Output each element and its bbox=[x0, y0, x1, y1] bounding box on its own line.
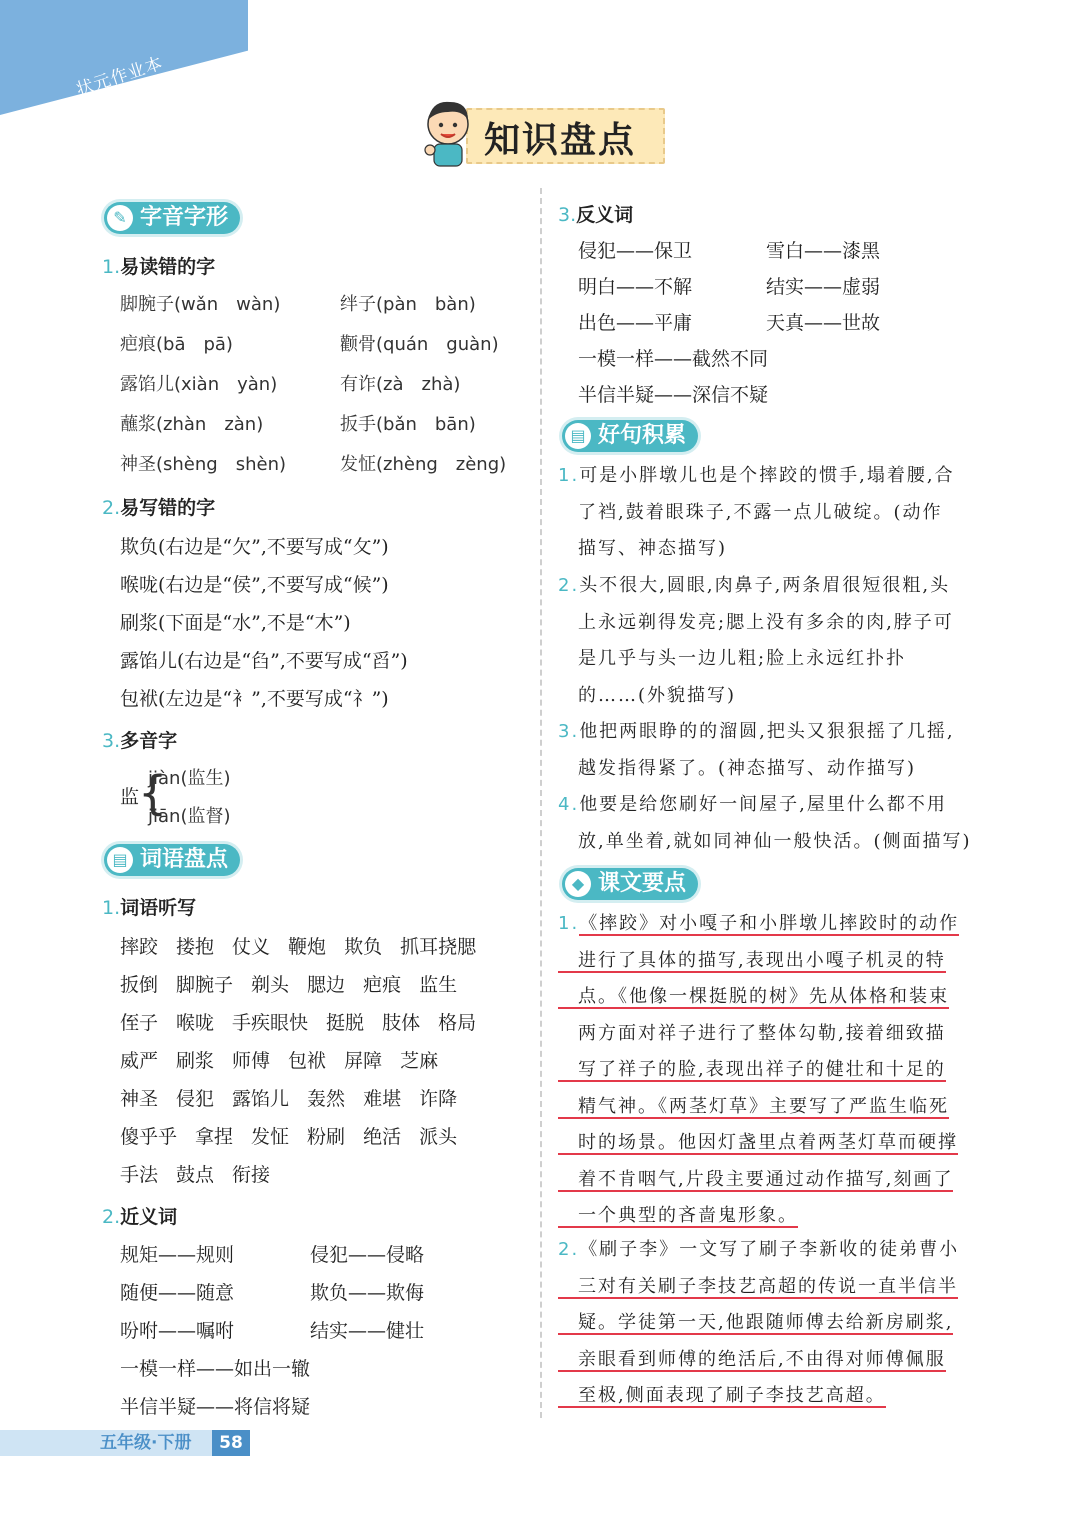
grade-label: 五年级·下册 bbox=[100, 1433, 192, 1453]
polyphone-reading: jiān(监督) bbox=[148, 806, 231, 827]
key-point-1: 1.《摔跤》对小嘎子和小胖墩儿摔跤时的动作 进行了具体的描写,表现出小嘎子机灵的特 点。《他像一棵挺脱的树》先从体格和装束 两方面对祥子进行了整体勾勒,接着细致描 写了祥子的脸,表现出祥子的健壮和十足的 精气神。《两茎灯草》主要写了严监生临死 时的场景。他因灯盏里点着两茎灯草而硬撑 着不肯咽气,片段主要通过动作描写,刻画了 一个典型的吝啬鬼形象。 bbox=[558, 913, 960, 1226]
write-row: 欺负(右边是“欠”,不要写成“攵”) bbox=[120, 536, 389, 558]
antonym-pair: 结实——虚弱 bbox=[766, 276, 881, 298]
graduation-cap-icon: ◆ bbox=[565, 871, 591, 897]
write-row: 包袱(左边是“衤”,不要写成“礻”) bbox=[120, 688, 389, 710]
word-row: 扳倒 脚腕子 剃头 腮边 疤痕 监生 bbox=[120, 974, 458, 996]
synonym-pair: 吩咐——嘱咐 bbox=[120, 1320, 235, 1342]
subheading-antonyms: 3.反义词 bbox=[558, 204, 634, 226]
sentence-item: 1.可是小胖墩儿也是个摔跤的惯手,塌着腰,合 了裆,鼓着眼珠子,不露一点儿破绽。(动作 描写、神态描写) bbox=[558, 465, 955, 559]
subheading-dictation: 1.词语听写 bbox=[102, 897, 197, 919]
synonym-pair: 规矩——规则 bbox=[120, 1244, 235, 1266]
subheading-easy-miswrite: 2.易写错的字 bbox=[102, 497, 216, 519]
pron-row: 颧骨(quán guàn) bbox=[340, 334, 499, 355]
subheading-polyphone: 3.多音字 bbox=[102, 730, 178, 752]
synonym-pair: 随便——随意 bbox=[120, 1282, 235, 1304]
corner-label: 状元作业本 bbox=[73, 53, 166, 101]
section-header-zi: ✎ 字音字形 bbox=[104, 202, 240, 234]
antonym-pair: 侵犯——保卫 bbox=[578, 240, 693, 262]
pron-row: 疤痕(bā pā) bbox=[120, 334, 233, 355]
section-header-ke: ◆ 课文要点 bbox=[562, 868, 698, 900]
section-header-ci: ▤ 词语盘点 bbox=[104, 844, 240, 876]
brace-icon: { bbox=[138, 766, 168, 820]
column-divider bbox=[540, 188, 542, 1418]
page-title-block bbox=[418, 94, 663, 170]
sentence-item: 3.他把两眼睁的的溜圆,把头又狠狠摇了几摇, 越发指得紧了。(神态描写、动作描写) bbox=[558, 721, 955, 779]
page-title: 知识盘点 bbox=[484, 120, 637, 161]
pron-row: 扳手(bǎn bān) bbox=[340, 414, 476, 435]
synonym-pair: 半信半疑——将信将疑 bbox=[120, 1396, 311, 1418]
book-icon: ▤ bbox=[565, 423, 591, 449]
sentence-item: 2.头不很大,圆眼,肉鼻子,两条眉很短很粗,头 上永远剃得发亮;腮上没有多余的肉,脖子可 是几乎与头一边儿粗;脸上永远红扑扑 的……(外貌描写) bbox=[558, 575, 954, 706]
polyphone-char: 监 bbox=[120, 786, 140, 808]
word-row: 侄子 喉咙 手疾眼快 挺脱 肢体 格局 bbox=[120, 1012, 477, 1034]
antonym-pair: 一模一样——截然不同 bbox=[578, 348, 769, 370]
pron-row: 有诈(zà zhà) bbox=[340, 374, 461, 395]
synonym-pair: 欺负——欺侮 bbox=[310, 1282, 425, 1304]
key-point-2: 2.《刷子李》一文写了刷子李新收的徒弟曹小 三对有关刷子李技艺高超的传说一直半信半 疑。学徒第一天,他跟随师傅去给新房刷浆, 亲眼看到师傅的绝活后,不由得对师傅佩服 至极,侧面表现了刷子李技艺高超。 bbox=[558, 1239, 960, 1406]
write-row: 刷浆(下面是“水”,不是“木”) bbox=[120, 612, 351, 634]
pron-row: 神圣(shèng shèn) bbox=[120, 454, 287, 475]
section-header-ju: ▤ 好句积累 bbox=[562, 420, 698, 452]
boy-mascot-icon bbox=[418, 94, 480, 170]
word-row: 手法 鼓点 衔接 bbox=[120, 1164, 271, 1186]
synonym-pair: 结实——健壮 bbox=[310, 1320, 425, 1342]
write-row: 露馅儿(右边是“臽”,不要写成“舀”) bbox=[120, 650, 408, 672]
word-row: 傻乎乎 拿捏 发怔 粉刷 绝活 派头 bbox=[120, 1126, 458, 1148]
subheading-easy-misread: 1.易读错的字 bbox=[102, 256, 216, 278]
pencil-icon: ✎ bbox=[107, 205, 133, 231]
antonym-pair: 雪白——漆黑 bbox=[766, 240, 881, 262]
pron-row: 露馅儿(xiàn yàn) bbox=[120, 374, 278, 395]
antonym-pair: 明白——不解 bbox=[578, 276, 693, 298]
pron-row: 蘸浆(zhàn zàn) bbox=[120, 414, 264, 435]
sentence-item: 4.他要是给您刷好一间屋子,屋里什么都不用 放,单坐着,就如同神仙一般快活。(侧面描写) bbox=[558, 794, 972, 852]
antonym-pair: 半信半疑——深信不疑 bbox=[578, 384, 769, 406]
pron-row: 绊子(pàn bàn) bbox=[340, 294, 476, 315]
subheading-synonyms: 2.近义词 bbox=[102, 1206, 178, 1228]
polyphone-reading: jiàn(监生) bbox=[148, 768, 231, 789]
pron-row: 脚腕子(wǎn wàn) bbox=[120, 294, 281, 315]
antonym-pair: 天真——世故 bbox=[766, 312, 881, 334]
synonym-pair: 一模一样——如出一辙 bbox=[120, 1358, 311, 1380]
book-icon: ▤ bbox=[107, 847, 133, 873]
word-row: 摔跤 搂抱 仗义 鞭炮 欺负 抓耳挠腮 bbox=[120, 936, 477, 958]
pron-row: 发怔(zhèng zèng) bbox=[340, 454, 507, 475]
word-row: 威严 刷浆 师傅 包袱 屏障 芝麻 bbox=[120, 1050, 439, 1072]
word-row: 神圣 侵犯 露馅儿 轰然 难堪 诈降 bbox=[120, 1088, 458, 1110]
antonym-pair: 出色——平庸 bbox=[578, 312, 693, 334]
page-number: 58 bbox=[212, 1430, 250, 1456]
synonym-pair: 侵犯——侵略 bbox=[310, 1244, 425, 1266]
corner-banner bbox=[0, 0, 248, 115]
write-row: 喉咙(右边是“侯”,不要写成“候”) bbox=[120, 574, 389, 596]
